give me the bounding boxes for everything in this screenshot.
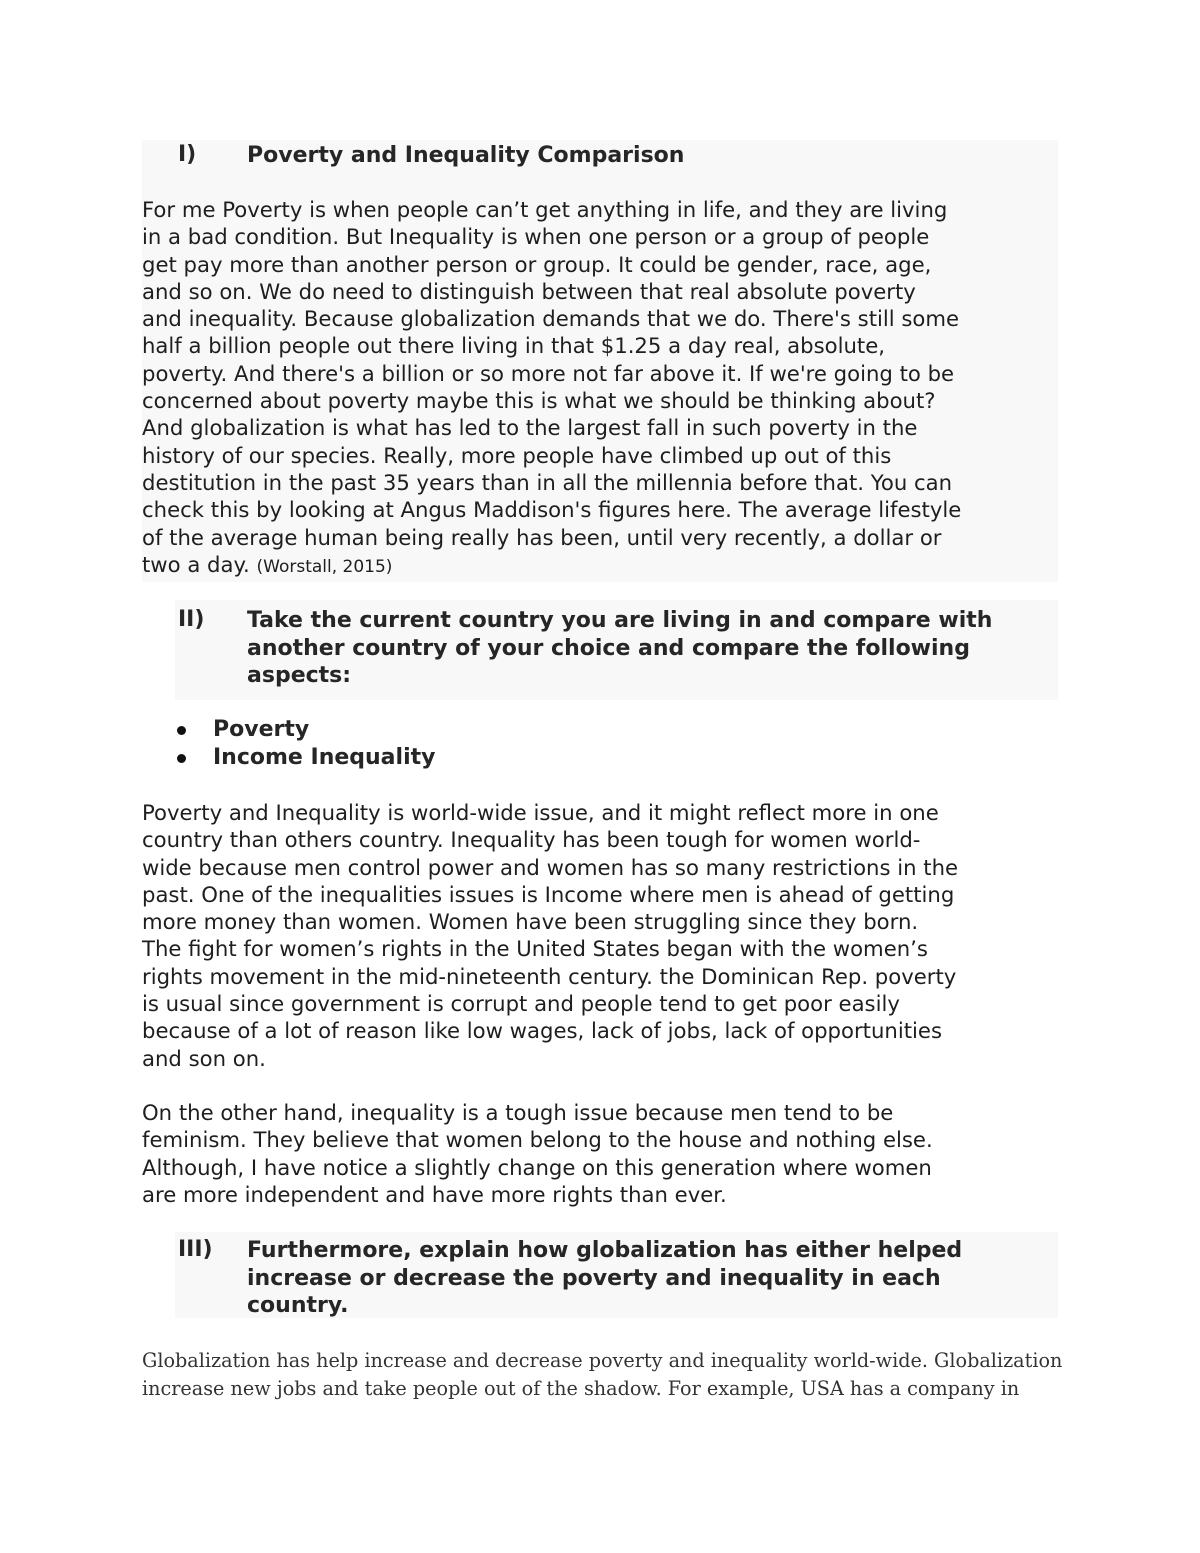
section-3-number: III) (178, 1237, 213, 1262)
text-line: And globalization is what has led to the largest fall in such poverty in the (142, 415, 918, 441)
section-1-title: Poverty and Inequality Comparison (247, 143, 685, 168)
text-line: is usual since government is corrupt and people tend to get poor easily (142, 991, 900, 1017)
text-line: concerned about poverty maybe this is what we should be thinking about? (142, 388, 936, 414)
text-line: check this by looking at Angus Maddison's figures here. The average lifestyle (142, 497, 962, 523)
section-2-title (247, 607, 992, 690)
bullet-item (175, 716, 435, 744)
title-line: country. (247, 1293, 349, 1318)
text-line-last (142, 551, 1062, 581)
text-line: get pay more than another person or group. It could be gender, race, age, (142, 251, 932, 277)
title-line: Furthermore, explain how globalization has either helped (247, 1238, 963, 1263)
citation: (Worstall, 2015) (256, 556, 393, 577)
text-line: wide because men control power and women has so many restrictions in the (142, 854, 959, 880)
text-line: Globalization has help increase and decrease poverty and inequality world-wide. Globalization (142, 1349, 1063, 1372)
text-line: increase new jobs and take people out of the shadow. For example, USA has a company in (142, 1377, 1020, 1400)
text-line: rights movement in the mid-nineteenth century. the Dominican Rep. poverty (142, 963, 957, 989)
text-line: poverty. And there's a billion or so more not far above it. If we're going to be (142, 360, 955, 386)
text-line: past. One of the inequalities issues is Income where men is ahead of getting (142, 881, 955, 907)
text-line: half a billion people out there living in that $1.25 a day real, absolute, (142, 333, 885, 359)
text-line: country than others country. Inequality has been tough for women world- (142, 827, 921, 853)
bullet-label: Income Inequality (213, 744, 436, 770)
section-2-paragraph-2 (142, 1099, 1062, 1208)
section-3-paragraph (142, 1347, 1062, 1403)
text-line: Poverty and Inequality is world-wide issue, and it might reflect more in one (142, 800, 939, 825)
text-line: of the average human being really has been, until very recently, a dollar or (142, 524, 942, 550)
text-line: Although, I have notice a slightly change on this generation where women (142, 1154, 932, 1180)
section-2-paragraph-1 (142, 799, 1062, 1072)
text-line: and so on. We do need to distinguish between that real absolute poverty (142, 278, 916, 304)
section-2-number: II) (178, 607, 205, 632)
text-line: because of a lot of reason like low wages, lack of jobs, lack of opportunities (142, 1018, 943, 1044)
title-line: another country of your choice and compare the following (247, 635, 970, 661)
section-1-number: I) (178, 142, 197, 167)
text-line: are more independent and have more rights than ever. (142, 1181, 727, 1207)
bullet-list (175, 716, 435, 771)
bullet-label: Poverty (213, 717, 310, 742)
text-line: history of our species. Really, more people have climbed up out of this (142, 442, 892, 468)
title-line: Take the current country you are living in and compare with (247, 608, 993, 633)
text-line: The fight for women’s rights in the United States began with the women’s (142, 936, 928, 962)
text-line: more money than women. Women have been struggling since they born. (142, 909, 919, 935)
bullet-item (175, 744, 435, 772)
text-line: For me Poverty is when people can’t get anything in life, and they are living (142, 197, 948, 222)
title-line: increase or decrease the poverty and inequality in each (247, 1265, 941, 1291)
section-3-title (247, 1237, 962, 1320)
bullet-dot-icon (177, 754, 186, 763)
text-line: in a bad condition. But Inequality is when one person or a group of people (142, 224, 930, 250)
bullet-dot-icon (177, 726, 186, 735)
last-line-text: two a day. (142, 551, 250, 577)
text-line: and son on. (142, 1045, 266, 1071)
text-line: destitution in the past 35 years than in all the millennia before that. You can (142, 469, 953, 495)
title-line: aspects: (247, 663, 352, 688)
section-1-paragraph (142, 196, 1062, 581)
text-line: feminism. They believe that women belong to the house and nothing else. (142, 1127, 933, 1153)
text-line: and inequality. Because globalization demands that we do. There's still some (142, 306, 960, 332)
text-line: On the other hand, inequality is a tough issue because men tend to be (142, 1100, 894, 1125)
